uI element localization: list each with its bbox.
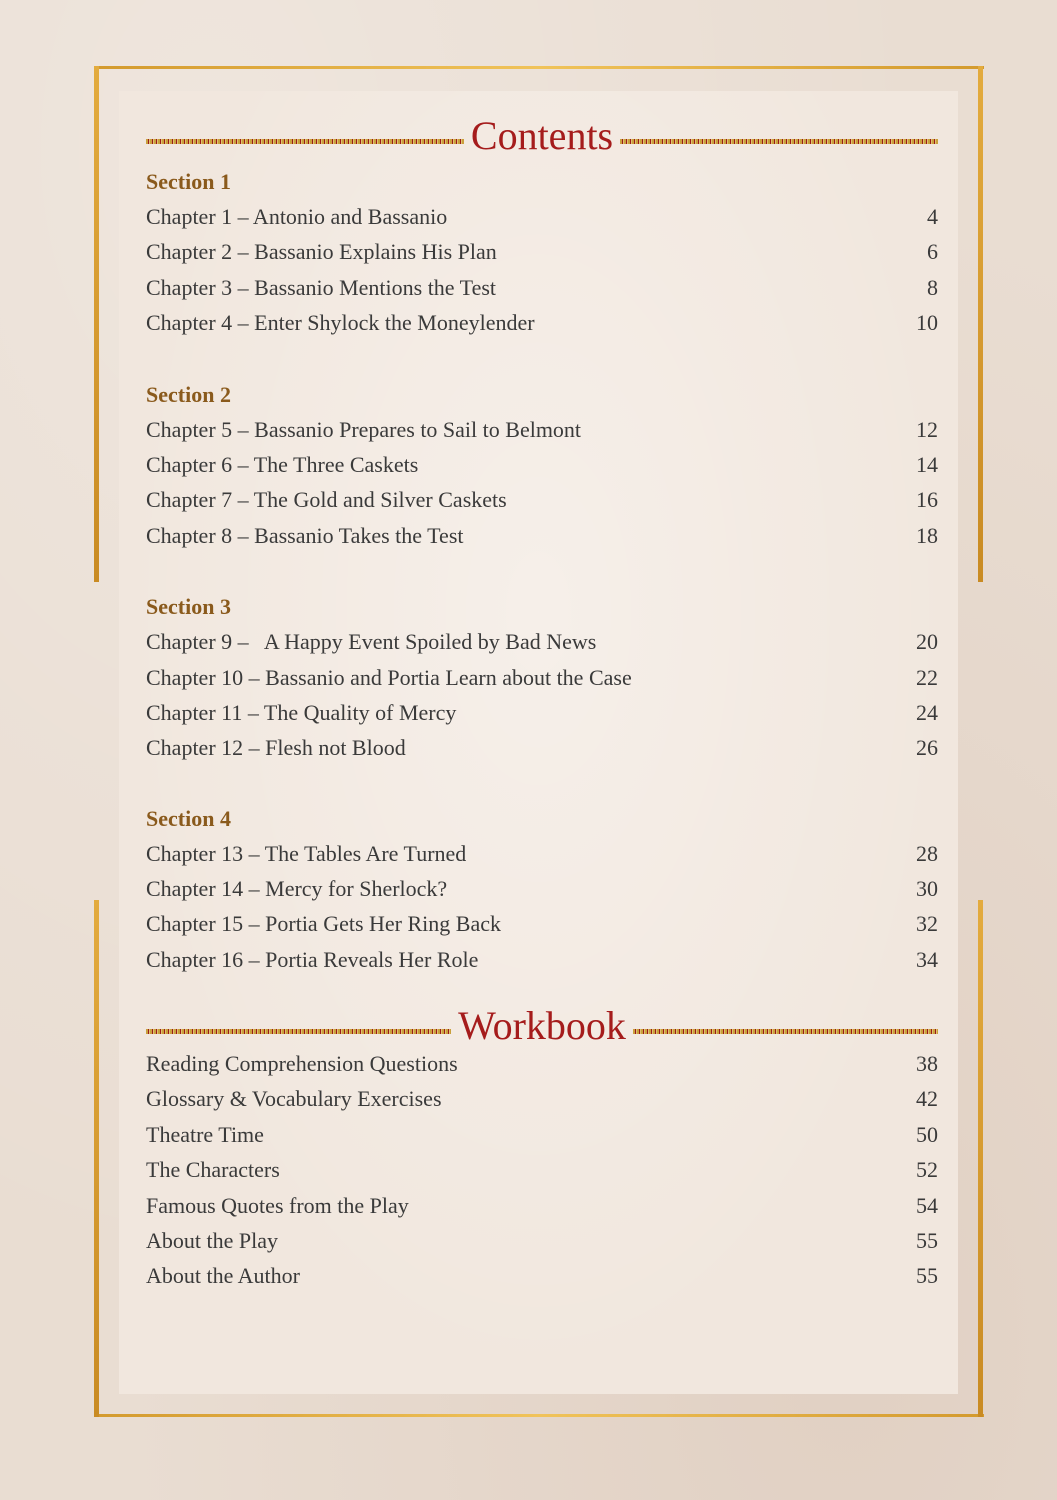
entry-page: 54 (916, 1192, 938, 1218)
toc-entry[interactable] (146, 412, 938, 447)
section-label: Section 2 (146, 381, 231, 407)
section-spacer (146, 766, 938, 801)
entry-page: 10 (916, 310, 938, 336)
entry-title: Reading Comprehension Questions (146, 1051, 458, 1076)
entry-title: Chapter 10 – Bassanio and Portia Learn about the Case (146, 664, 632, 690)
entry-page: 16 (916, 487, 938, 513)
entry-title: About the Play (146, 1227, 278, 1253)
toc-entry[interactable] (146, 518, 938, 553)
toc-entry[interactable] (146, 906, 938, 941)
entry-title: Chapter 4 – Enter Shylock the Moneylender (146, 310, 535, 336)
toc-entry[interactable] (146, 305, 938, 340)
section-label: Section 4 (146, 805, 231, 831)
heading-rule-left (146, 139, 464, 144)
frame-right-upper-border (978, 66, 983, 582)
entry-page: 30 (916, 876, 938, 902)
entry-title: Chapter 5 – Bassanio Prepares to Sail to Belmont (146, 416, 582, 442)
toc-entry[interactable] (146, 942, 938, 977)
entry-page: 22 (916, 664, 938, 690)
entry-page: 50 (916, 1121, 938, 1147)
section-label: Section 1 (146, 169, 231, 194)
toc-entry[interactable] (146, 836, 938, 871)
section-label: Section 3 (146, 594, 231, 620)
toc-entry[interactable] (146, 482, 938, 517)
entry-page: 26 (916, 735, 938, 761)
frame-left-upper-border (94, 66, 99, 582)
toc-entry[interactable] (146, 234, 938, 269)
heading-rule-left (146, 1029, 451, 1034)
entry-page: 12 (916, 416, 938, 442)
entry-page: 4 (927, 204, 938, 229)
frame-top-border (94, 66, 984, 69)
toc-entry[interactable] (146, 1152, 938, 1187)
entry-title: Glossary & Vocabulary Exercises (146, 1086, 442, 1112)
toc-entry[interactable] (146, 447, 938, 482)
entry-title: Chapter 12 – Flesh not Blood (146, 735, 406, 761)
toc-entry[interactable] (146, 1223, 938, 1258)
entry-title: Chapter 14 – Mercy for Sherlock? (146, 876, 448, 902)
entry-page: 55 (916, 1263, 938, 1289)
entry-title: Chapter 7 – The Gold and Silver Caskets (146, 487, 507, 513)
section-spacer (146, 553, 938, 589)
workbook-heading: Workbook (458, 1003, 626, 1048)
toc-entry[interactable] (146, 1188, 938, 1223)
entry-page: 38 (916, 1051, 938, 1076)
contents-list (146, 164, 938, 977)
toc-entry[interactable] (146, 1046, 938, 1081)
entry-title: Chapter 11 – The Quality of Mercy (146, 699, 457, 725)
toc-entry[interactable] (146, 1258, 938, 1293)
entry-page: 55 (916, 1227, 938, 1253)
toc-entry[interactable] (146, 695, 938, 730)
entry-title: Chapter 1 – Antonio and Bassanio (146, 204, 448, 229)
workbook-heading-row (146, 1003, 938, 1048)
entry-page: 24 (916, 699, 938, 725)
toc-entry[interactable] (146, 1081, 938, 1116)
toc-entry[interactable] (146, 624, 938, 659)
workbook-list (146, 1046, 938, 1294)
entry-page: 8 (927, 274, 938, 300)
entry-page: 18 (916, 522, 938, 548)
entry-title: Chapter 6 – The Three Caskets (146, 451, 419, 477)
toc-entry[interactable] (146, 199, 938, 234)
entry-title: Chapter 13 – The Tables Are Turned (146, 840, 467, 866)
frame-bottom-border (94, 1414, 984, 1417)
entry-title: The Characters (146, 1157, 280, 1183)
entry-title: Chapter 3 – Bassanio Mentions the Test (146, 274, 497, 300)
toc-entry[interactable] (146, 1117, 938, 1152)
entry-page: 52 (916, 1157, 938, 1183)
contents-heading: Contents (470, 113, 614, 158)
entry-page: 20 (916, 629, 938, 655)
entry-page: 34 (916, 946, 938, 972)
entry-page: 6 (927, 239, 938, 265)
entry-page: 14 (916, 451, 938, 477)
heading-rule-right (633, 1029, 938, 1034)
entry-title: Chapter 16 – Portia Reveals Her Role (146, 946, 479, 972)
frame-right-lower-border (978, 900, 983, 1417)
heading-rule-right (620, 139, 938, 144)
entry-title: Chapter 8 – Bassanio Takes the Test (146, 522, 464, 548)
toc-entry[interactable] (146, 871, 938, 906)
section-spacer (146, 341, 938, 377)
entry-page: 42 (916, 1086, 938, 1112)
entry-title: Famous Quotes from the Play (146, 1192, 409, 1218)
entry-title: Chapter 2 – Bassanio Explains His Plan (146, 239, 497, 265)
toc-entry[interactable] (146, 660, 938, 695)
entry-title: About the Author (146, 1263, 300, 1289)
entry-page: 28 (916, 840, 938, 866)
contents-heading-row (146, 113, 938, 158)
entry-title: Theatre Time (146, 1121, 264, 1147)
toc-entry[interactable] (146, 730, 938, 765)
entry-page: 32 (916, 911, 938, 937)
entry-title: Chapter 15 – Portia Gets Her Ring Back (146, 911, 501, 937)
toc-entry[interactable] (146, 270, 938, 305)
frame-left-lower-border (94, 900, 99, 1417)
entry-title: Chapter 9 – A Happy Event Spoiled by Bad News (146, 629, 597, 655)
